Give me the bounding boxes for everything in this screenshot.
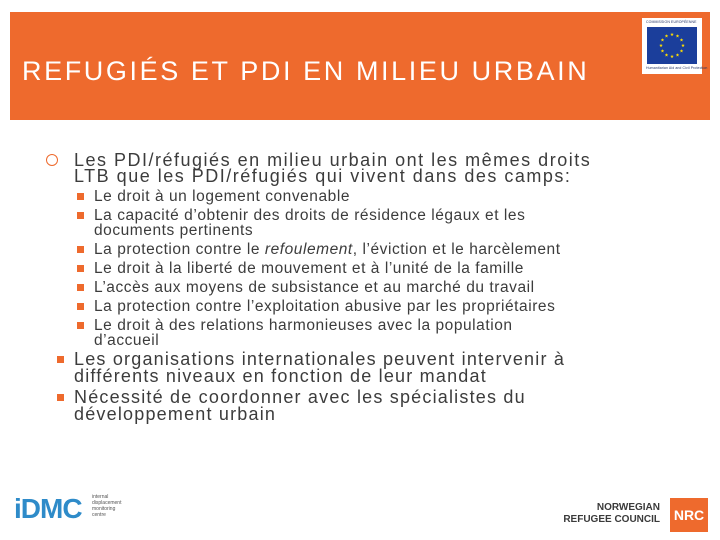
- eu-star-icon: [670, 33, 674, 36]
- eu-star-icon: [665, 34, 669, 37]
- square-bullet-icon: [77, 303, 84, 310]
- main-point-line1: Les PDI/réfugiés en milieu urbain ont les mêmes droits: [74, 150, 592, 170]
- square-bullet-icon: [77, 212, 84, 219]
- sub-point-2-cont: documents pertinents: [94, 222, 254, 239]
- idmc-subtitle-line: centre: [92, 512, 106, 518]
- eu-star-icon: [676, 34, 680, 37]
- eu-star-icon: [681, 44, 685, 47]
- other-point-2-line2: développement urbain: [74, 404, 277, 424]
- eu-caption-top: COMMISSION EUROPÉENNE: [646, 20, 697, 24]
- nrc-logo-icon: NRC: [670, 498, 708, 532]
- nrc-line1: NORWEGIAN: [596, 502, 660, 513]
- square-bullet-icon: [77, 193, 84, 200]
- nrc-logo-text: [563, 502, 660, 526]
- sub-point-6: La protection contre l’exploitation abusive par les propriétaires: [94, 298, 556, 315]
- other-point-1-line1: Les organisations internationales peuvent intervenir à: [74, 349, 566, 369]
- sub-point-7-cont: d’accueil: [94, 332, 160, 349]
- nrc-line2: REFUGEE COUNCIL: [563, 514, 660, 525]
- sub-point-3-post: , l’éviction et le harcèlement: [352, 241, 561, 258]
- sub-point-5: L’accès aux moyens de subsistance et au marché du travail: [94, 279, 535, 296]
- sub-point-2: La capacité d’obtenir des droits de résidence légaux et les: [94, 207, 526, 224]
- square-bullet-icon: [77, 265, 84, 272]
- eu-star-icon: [661, 49, 665, 52]
- idmc-subtitle-line: internal: [92, 494, 109, 500]
- sub-point-3: [94, 241, 561, 259]
- eu-star-icon: [665, 53, 669, 56]
- square-bullet-icon: [57, 394, 64, 401]
- eu-caption-bottom: Humanitarian Aid and Civil Protection: [646, 66, 708, 70]
- eu-star-icon: [659, 44, 663, 47]
- sub-point-4: Le droit à la liberté de mouvement et à l’unité de la famille: [94, 260, 524, 277]
- title-banner: [10, 12, 710, 120]
- other-point-2-line1: Nécessité de coordonner avec les spécialistes du: [74, 387, 526, 407]
- square-bullet-icon: [77, 284, 84, 291]
- eu-flag-icon: [647, 27, 697, 64]
- eu-star-icon: [680, 49, 684, 52]
- idmc-subtitle: [92, 494, 121, 518]
- slide-title: REFUGIÉS ET PDI EN MILIEU URBAIN: [22, 56, 590, 86]
- circle-bullet-icon: [46, 154, 58, 166]
- sub-point-3-pre: La protection contre le: [94, 241, 265, 258]
- other-point-1-line2: différents niveaux en fonction de leur mandat: [74, 366, 487, 386]
- sub-point-7: Le droit à des relations harmonieuses avec la population: [94, 317, 513, 334]
- idmc-subtitle-line: monitoring: [92, 506, 116, 512]
- sub-point-3-italic: refoulement: [264, 241, 353, 258]
- eu-star-icon: [661, 38, 665, 41]
- eu-stars-icon: [647, 27, 697, 64]
- sub-point-1: Le droit à un logement convenable: [94, 188, 350, 205]
- square-bullet-icon: [77, 246, 84, 253]
- main-point-line2: LTB que les PDI/réfugiés qui vivent dans des camps:: [74, 166, 572, 186]
- idmc-subtitle-line: displacement: [92, 500, 122, 506]
- eu-logo: [642, 18, 708, 74]
- eu-star-icon: [670, 55, 674, 58]
- square-bullet-icon: [57, 356, 64, 363]
- eu-star-icon: [680, 38, 684, 41]
- square-bullet-icon: [77, 322, 84, 329]
- eu-star-icon: [676, 53, 680, 56]
- idmc-logo-text: iDMC: [14, 493, 82, 524]
